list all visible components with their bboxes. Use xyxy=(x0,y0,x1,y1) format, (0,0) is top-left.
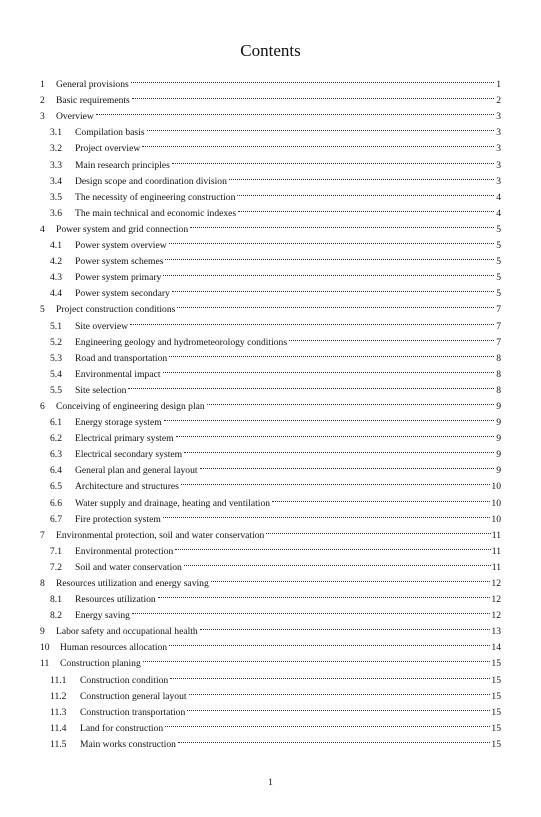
toc-dot-leader xyxy=(163,264,494,280)
toc-entry[interactable] xyxy=(40,393,501,412)
toc-entry-number: 5.2 xyxy=(50,336,62,348)
toc-entry-page: 8 xyxy=(496,368,501,380)
toc-entry-page: 12 xyxy=(491,594,501,606)
toc-entry[interactable] xyxy=(40,586,501,606)
toc-entry[interactable] xyxy=(40,538,501,557)
toc-entry[interactable] xyxy=(40,425,501,445)
toc-entry-label: Design scope and coordination division xyxy=(75,175,227,187)
toc-entry-number: 10 xyxy=(40,642,50,654)
toc-entry-page: 11 xyxy=(491,529,501,541)
toc-entry-label: Basic requirements xyxy=(56,95,130,107)
toc-entry-label: Environmental protection, soil and water conservation xyxy=(56,529,265,541)
toc-entry-label: Labor safety and occupational health xyxy=(56,626,198,638)
toc-dot-leader xyxy=(170,666,490,682)
toc-entry-page: 9 xyxy=(496,417,501,429)
toc-entry[interactable] xyxy=(40,731,501,750)
toc-entry-number: 3.5 xyxy=(50,191,62,203)
toc-entry-number: 6.6 xyxy=(50,497,62,509)
toc-entry-label: Human resources allocation xyxy=(60,642,168,654)
toc-entry-label: Resources utilization and energy saving xyxy=(56,578,209,589)
toc-entry-number: 6.2 xyxy=(50,433,62,445)
toc-dot-leader xyxy=(211,570,491,586)
toc-dot-leader xyxy=(200,618,491,634)
toc-dot-leader xyxy=(187,699,490,715)
toc-dot-leader xyxy=(172,151,494,167)
toc-dot-leader xyxy=(128,377,494,393)
toc-entry-label: Project overview xyxy=(75,143,141,155)
toc-entry-number: 7.1 xyxy=(50,545,62,557)
toc-entry-number: 5 xyxy=(40,304,45,316)
toc-entry-label: Conceiving of engineering design plan xyxy=(56,400,205,412)
toc-entry-number: 5.5 xyxy=(50,384,62,396)
toc-dot-leader xyxy=(200,457,494,473)
toc-entry-number: 4.2 xyxy=(50,256,62,268)
toc-entry-number: 11.1 xyxy=(50,674,67,686)
toc-dot-leader xyxy=(132,602,490,618)
toc-entry-label: Architecture and structures xyxy=(75,481,179,493)
toc-entry[interactable] xyxy=(40,457,501,477)
toc-entry[interactable] xyxy=(40,151,501,171)
toc-entry-label: Power system schemes xyxy=(75,256,164,268)
toc-dot-leader xyxy=(238,200,494,216)
toc-entry[interactable] xyxy=(40,522,501,541)
toc-entry[interactable] xyxy=(40,329,501,348)
toc-dot-leader xyxy=(229,168,494,184)
toc-entry-label: Environmental impact xyxy=(75,368,161,380)
toc-dot-leader xyxy=(165,248,494,264)
toc-entry-label: Construction planing xyxy=(60,658,141,670)
toc-entry-page: 5 xyxy=(496,288,501,300)
toc-entry-page: 1 xyxy=(496,79,501,91)
toc-entry[interactable] xyxy=(40,200,501,219)
toc-entry[interactable] xyxy=(40,377,501,396)
toc-entry-label: Energy storage system xyxy=(75,417,162,429)
toc-dot-leader xyxy=(177,296,494,312)
toc-entry-number: 4.3 xyxy=(50,272,62,284)
toc-entry-number: 8 xyxy=(40,578,45,589)
toc-entry-number: 6.4 xyxy=(50,465,62,477)
toc-entry-label: Water supply and drainage, heating and ventilation xyxy=(75,497,271,509)
toc-dot-leader xyxy=(165,715,490,731)
table-of-contents xyxy=(40,71,501,750)
toc-entry-page: 15 xyxy=(491,690,501,702)
toc-entry-label: Electrical secondary system xyxy=(75,449,183,461)
toc-entry-page: 3 xyxy=(496,175,501,187)
toc-entry-label: Power system secondary xyxy=(75,288,170,300)
toc-entry[interactable] xyxy=(40,634,501,654)
toc-dot-leader xyxy=(207,393,494,409)
toc-dot-leader xyxy=(163,361,494,377)
toc-entry[interactable] xyxy=(40,699,501,718)
toc-dot-leader xyxy=(237,184,494,200)
toc-entry-number: 6 xyxy=(40,400,45,412)
toc-entry[interactable] xyxy=(40,618,501,638)
toc-entry-page: 7 xyxy=(496,336,501,348)
page-number-footer: 1 xyxy=(268,777,273,788)
toc-entry[interactable] xyxy=(40,441,501,461)
toc-entry-label: Fire protection system xyxy=(75,513,161,525)
toc-dot-leader xyxy=(175,538,490,554)
toc-entry-number: 3.1 xyxy=(50,127,62,139)
toc-entry-label: Site selection xyxy=(75,384,127,396)
toc-dot-leader xyxy=(181,473,491,489)
toc-entry-number: 11.2 xyxy=(50,690,67,702)
toc-entry[interactable] xyxy=(40,216,501,235)
toc-entry-label: Soil and water conservation xyxy=(75,561,182,573)
toc-entry-page: 5 xyxy=(496,240,501,252)
toc-entry-number: 4.4 xyxy=(50,288,62,300)
toc-dot-leader xyxy=(169,232,494,248)
toc-entry[interactable] xyxy=(40,87,501,107)
toc-entry-number: 4 xyxy=(40,223,45,235)
toc-entry-number: 6.3 xyxy=(50,449,62,461)
toc-entry-label: Power system primary xyxy=(75,272,162,284)
toc-entry-number: 7.2 xyxy=(50,561,62,573)
toc-entry-number: 3.2 xyxy=(50,143,62,155)
toc-entry-label: Main works construction xyxy=(80,738,176,750)
toc-entry-number: 2 xyxy=(40,95,45,107)
toc-entry-number: 5.4 xyxy=(50,368,62,380)
toc-entry-page: 4 xyxy=(496,191,501,203)
toc-entry-number: 9 xyxy=(40,626,45,638)
page-title: Contents xyxy=(240,41,301,60)
toc-entry-page: 7 xyxy=(496,304,501,316)
toc-entry-page: 15 xyxy=(491,706,501,718)
toc-entry-page: 10 xyxy=(491,481,501,493)
toc-entry-number: 8.1 xyxy=(50,594,62,606)
toc-entry[interactable] xyxy=(40,135,501,155)
toc-entry-page: 15 xyxy=(491,738,501,750)
toc-entry[interactable] xyxy=(40,489,501,509)
toc-entry-page: 5 xyxy=(496,223,501,235)
toc-entry-number: 6.7 xyxy=(50,513,62,525)
toc-dot-leader xyxy=(178,731,490,747)
toc-entry-number: 11.5 xyxy=(50,738,67,750)
toc-dot-leader xyxy=(184,554,491,570)
toc-entry-label: The necessity of engineering construction xyxy=(75,191,236,203)
toc-entry[interactable] xyxy=(40,409,501,429)
toc-entry-number: 3.3 xyxy=(50,159,62,171)
toc-entry[interactable] xyxy=(40,264,501,284)
toc-entry-label: Compilation basis xyxy=(75,127,145,139)
toc-entry-label: Electrical primary system xyxy=(75,433,174,445)
toc-dot-leader xyxy=(96,103,494,119)
toc-dot-leader xyxy=(272,489,490,505)
toc-entry-number: 3 xyxy=(40,111,45,123)
toc-entry[interactable] xyxy=(40,168,501,187)
toc-dot-leader xyxy=(132,87,494,103)
toc-entry-number: 3.6 xyxy=(50,207,62,219)
toc-dot-leader xyxy=(289,329,494,345)
toc-entry-page: 14 xyxy=(491,642,501,654)
toc-dot-leader xyxy=(130,312,494,328)
toc-entry[interactable] xyxy=(40,650,501,670)
toc-entry-label: General plan and general layout xyxy=(75,465,198,477)
toc-entry[interactable] xyxy=(40,248,501,268)
toc-entry-label: Construction transportation xyxy=(80,706,186,718)
toc-dot-leader xyxy=(164,409,494,425)
toc-entry-page: 9 xyxy=(496,465,501,477)
toc-entry-number: 7 xyxy=(40,529,45,541)
toc-entry[interactable] xyxy=(40,473,501,493)
toc-dot-leader xyxy=(169,634,490,650)
toc-entry[interactable] xyxy=(40,232,501,252)
toc-entry-page: 9 xyxy=(496,400,501,412)
toc-entry-page: 3 xyxy=(496,159,501,171)
toc-entry[interactable] xyxy=(40,280,501,300)
toc-entry-page: 15 xyxy=(491,658,501,670)
toc-entry-page: 11 xyxy=(491,561,501,573)
toc-dot-leader xyxy=(147,119,494,135)
toc-entry-page: 15 xyxy=(491,674,501,686)
toc-entry-page: 11 xyxy=(491,545,501,557)
toc-dot-leader xyxy=(184,441,494,457)
toc-entry[interactable] xyxy=(40,184,501,203)
toc-dot-leader xyxy=(158,586,491,602)
toc-entry-number: 4.1 xyxy=(50,240,62,252)
toc-entry-label: General provisions xyxy=(56,79,129,91)
toc-dot-leader xyxy=(266,522,490,538)
toc-entry-label: The main technical and economic indexes xyxy=(75,207,237,219)
toc-entry[interactable] xyxy=(40,312,501,332)
toc-entry[interactable] xyxy=(40,71,501,91)
toc-entry-label: Land for construction xyxy=(80,722,164,734)
toc-entry-page: 5 xyxy=(496,272,501,284)
toc-entry[interactable] xyxy=(40,103,501,123)
toc-entry-label: Power system and grid connection xyxy=(56,223,189,235)
toc-entry-page: 13 xyxy=(491,626,501,638)
toc-entry[interactable] xyxy=(40,602,501,622)
toc-entry-page: 9 xyxy=(496,433,501,445)
toc-entry-label: Site overview xyxy=(75,320,129,332)
toc-entry-label: Power system overview xyxy=(75,240,167,252)
toc-entry-page: 10 xyxy=(491,513,501,525)
toc-entry-label: Road and transportation xyxy=(75,352,168,364)
toc-entry[interactable] xyxy=(40,666,501,686)
toc-entry-number: 11.4 xyxy=(50,722,67,734)
toc-entry-page: 3 xyxy=(496,143,501,155)
toc-entry-number: 5.1 xyxy=(50,320,62,332)
toc-entry[interactable] xyxy=(40,361,501,380)
toc-entry-page: 2 xyxy=(496,95,501,107)
toc-entry-page: 7 xyxy=(496,320,501,332)
toc-entry-page: 9 xyxy=(496,449,501,461)
toc-entry-label: Engineering geology and hydrometeorology conditions xyxy=(75,336,288,348)
toc-dot-leader xyxy=(131,71,494,87)
toc-entry-page: 3 xyxy=(496,127,501,139)
toc-entry-number: 1 xyxy=(40,79,45,91)
toc-entry-page: 12 xyxy=(491,578,501,589)
toc-dot-leader xyxy=(172,280,494,296)
toc-entry-page: 5 xyxy=(496,256,501,268)
toc-entry-number: 11 xyxy=(40,658,50,670)
toc-entry-label: Construction condition xyxy=(80,674,169,686)
toc-dot-leader xyxy=(189,683,491,699)
toc-entry-page: 10 xyxy=(491,497,501,509)
toc-entry-page: 8 xyxy=(496,352,501,364)
toc-dot-leader xyxy=(169,345,494,361)
toc-dot-leader xyxy=(190,216,494,232)
toc-entry-label: Construction general layout xyxy=(80,690,187,702)
toc-entry-label: Environmental protection xyxy=(75,545,174,557)
toc-dot-leader xyxy=(163,506,491,522)
toc-entry-number: 11.3 xyxy=(50,706,67,718)
toc-entry-page: 8 xyxy=(496,384,501,396)
toc-entry-number: 5.3 xyxy=(50,352,62,364)
toc-entry-number: 8.2 xyxy=(50,610,62,622)
toc-entry[interactable] xyxy=(40,345,501,364)
toc-entry[interactable] xyxy=(40,554,501,573)
toc-entry[interactable] xyxy=(40,296,501,316)
toc-dot-leader xyxy=(143,650,491,666)
toc-entry-number: 6.5 xyxy=(50,481,62,493)
toc-dot-leader xyxy=(176,425,494,441)
toc-entry[interactable] xyxy=(40,715,501,734)
toc-entry-number: 3.4 xyxy=(50,175,62,187)
toc-entry-label: Energy saving xyxy=(75,610,130,622)
toc-entry[interactable] xyxy=(40,506,501,525)
toc-entry[interactable] xyxy=(40,570,501,589)
toc-entry-label: Resources utilization xyxy=(75,594,156,606)
toc-entry-page: 3 xyxy=(496,111,501,123)
toc-entry-label: Overview xyxy=(56,111,94,123)
toc-entry-label: Project construction conditions xyxy=(56,304,176,316)
toc-entry[interactable] xyxy=(40,119,501,139)
toc-entry-label: Main research principles xyxy=(75,159,170,171)
toc-entry-page: 15 xyxy=(491,722,501,734)
toc-entry-page: 12 xyxy=(491,610,501,622)
toc-dot-leader xyxy=(142,135,494,151)
toc-entry-page: 4 xyxy=(496,207,501,219)
toc-entry-number: 6.1 xyxy=(50,417,62,429)
toc-entry[interactable] xyxy=(40,683,501,702)
